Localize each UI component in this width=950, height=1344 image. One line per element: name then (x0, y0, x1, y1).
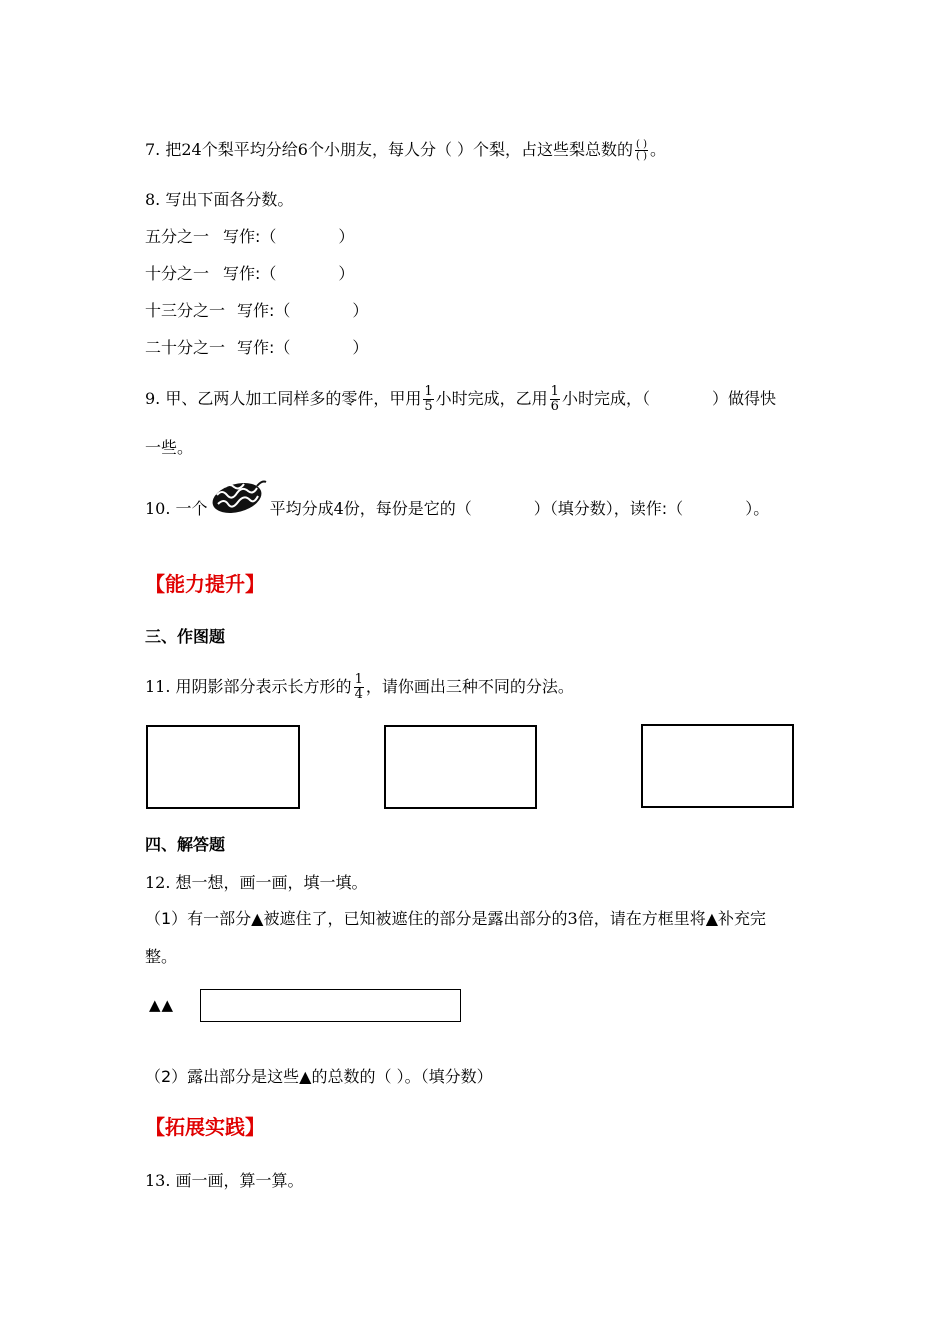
q8-close: ） (352, 338, 369, 357)
fraction-one-fifth: $\frac{1}{5}$ (424, 384, 433, 414)
section-ability-heading: 【能力提升】 (145, 572, 265, 596)
q13-title: 画一画，算一算。 (175, 1171, 304, 1190)
q10-text-2: 平均分成 (269, 499, 334, 518)
q12-part-1-text-a: （1）有一部分▲被遮住了，已知被遮住的部分是露出部分的 (145, 909, 568, 928)
question-number: 7. (145, 140, 161, 159)
q9-text-4: ）做得快 (711, 389, 776, 408)
q10-text-1: 一个 (175, 499, 208, 518)
question-number: 13. (145, 1171, 171, 1190)
q8-label: 十分之一 (145, 264, 210, 283)
q12-part-1-continued (145, 946, 177, 968)
q8-close: ） (338, 227, 355, 246)
q9-text-5: 一些。 (145, 438, 194, 457)
q12-title: 想一想，画一画，填一填。 (175, 873, 368, 892)
q12-part-1-text-b: 倍，请在方框里将▲补充完 (577, 909, 766, 928)
q7-text-4: 。 (650, 140, 667, 159)
question-9 (145, 384, 776, 414)
q7-fraction-blank[interactable]: $\frac{( )}{( )}$ (636, 139, 648, 162)
q7-text-1: 把 (165, 140, 182, 159)
q8-item (145, 226, 354, 248)
q12-part-2 (145, 1066, 493, 1088)
question-11 (145, 672, 574, 702)
q7-text-3: 个小朋友，每人分（ ）个梨，占这些梨总数的 (307, 140, 634, 159)
q11-text-1: 用阴影部分表示长方形的 (175, 677, 352, 696)
q10-number: 4 (333, 499, 344, 518)
q7-text-2: 个梨平均分给 (201, 140, 298, 159)
q12-multiplier: 3 (567, 909, 578, 928)
q9-text-3: 小时完成，（ (561, 389, 650, 408)
q8-write: 写作:（ (237, 301, 291, 320)
q7-number-2: 6 (297, 140, 308, 159)
q8-label: 十三分之一 (145, 301, 226, 320)
q8-write: 写作:（ (223, 227, 277, 246)
fraction-one-sixth: $\frac{1}{6}$ (550, 384, 559, 414)
q8-write: 写作:（ (223, 264, 277, 283)
drawing-rectangle-3[interactable] (641, 724, 794, 808)
fraction-one-quarter: $\frac{1}{4}$ (354, 672, 363, 702)
q8-write: 写作:（ (237, 338, 291, 357)
question-9-continued (145, 437, 193, 459)
q9-text-1: 甲、乙两人加工同样多的零件，甲用 (165, 389, 422, 408)
q9-text-2: 小时完成，乙用 (435, 389, 548, 408)
drawing-rectangle-2[interactable] (384, 725, 537, 809)
question-number: 9. (145, 389, 161, 408)
q11-text-2: ，请你画出三种不同的分法。 (365, 677, 574, 696)
q8-close: ） (352, 301, 369, 320)
q8-label: 二十分之一 (145, 338, 226, 357)
q8-item (145, 263, 354, 285)
q8-item (145, 300, 368, 322)
q8-close: ） (338, 264, 355, 283)
watermelon-icon (210, 476, 270, 516)
section-expand-heading: 【拓展实践】 (145, 1115, 265, 1139)
q12-part-1 (145, 908, 766, 930)
q8-title: 写出下面各分数。 (165, 190, 294, 209)
q8-label: 五分之一 (145, 227, 210, 246)
q7-number-1: 24 (181, 140, 202, 159)
q10-text-4: ）（填分数），读作:（ (533, 499, 684, 518)
question-7 (145, 139, 666, 162)
triangles-icon: ▲▲ (149, 996, 175, 1014)
triangle-fill-box[interactable] (200, 989, 461, 1022)
q10-text-5: ）。 (745, 499, 770, 518)
question-13 (145, 1170, 304, 1192)
part-4-heading: 四、解答题 (145, 835, 226, 854)
question-number: 12. (145, 873, 171, 892)
question-number: 8. (145, 190, 161, 209)
q8-item (145, 337, 368, 359)
question-8-title (145, 189, 293, 211)
q10-text-3: 份，每份是它的（ (343, 499, 472, 518)
part-3-heading: 三、作图题 (145, 627, 226, 646)
question-12 (145, 872, 368, 894)
question-number: 10. (145, 499, 171, 518)
q12-part-2-text: （2）露出部分是这些▲的总数的（ ）。（填分数） (145, 1067, 493, 1086)
question-number: 11. (145, 677, 171, 696)
q12-part-1-text-c: 整。 (145, 947, 178, 966)
drawing-rectangle-1[interactable] (146, 725, 300, 809)
